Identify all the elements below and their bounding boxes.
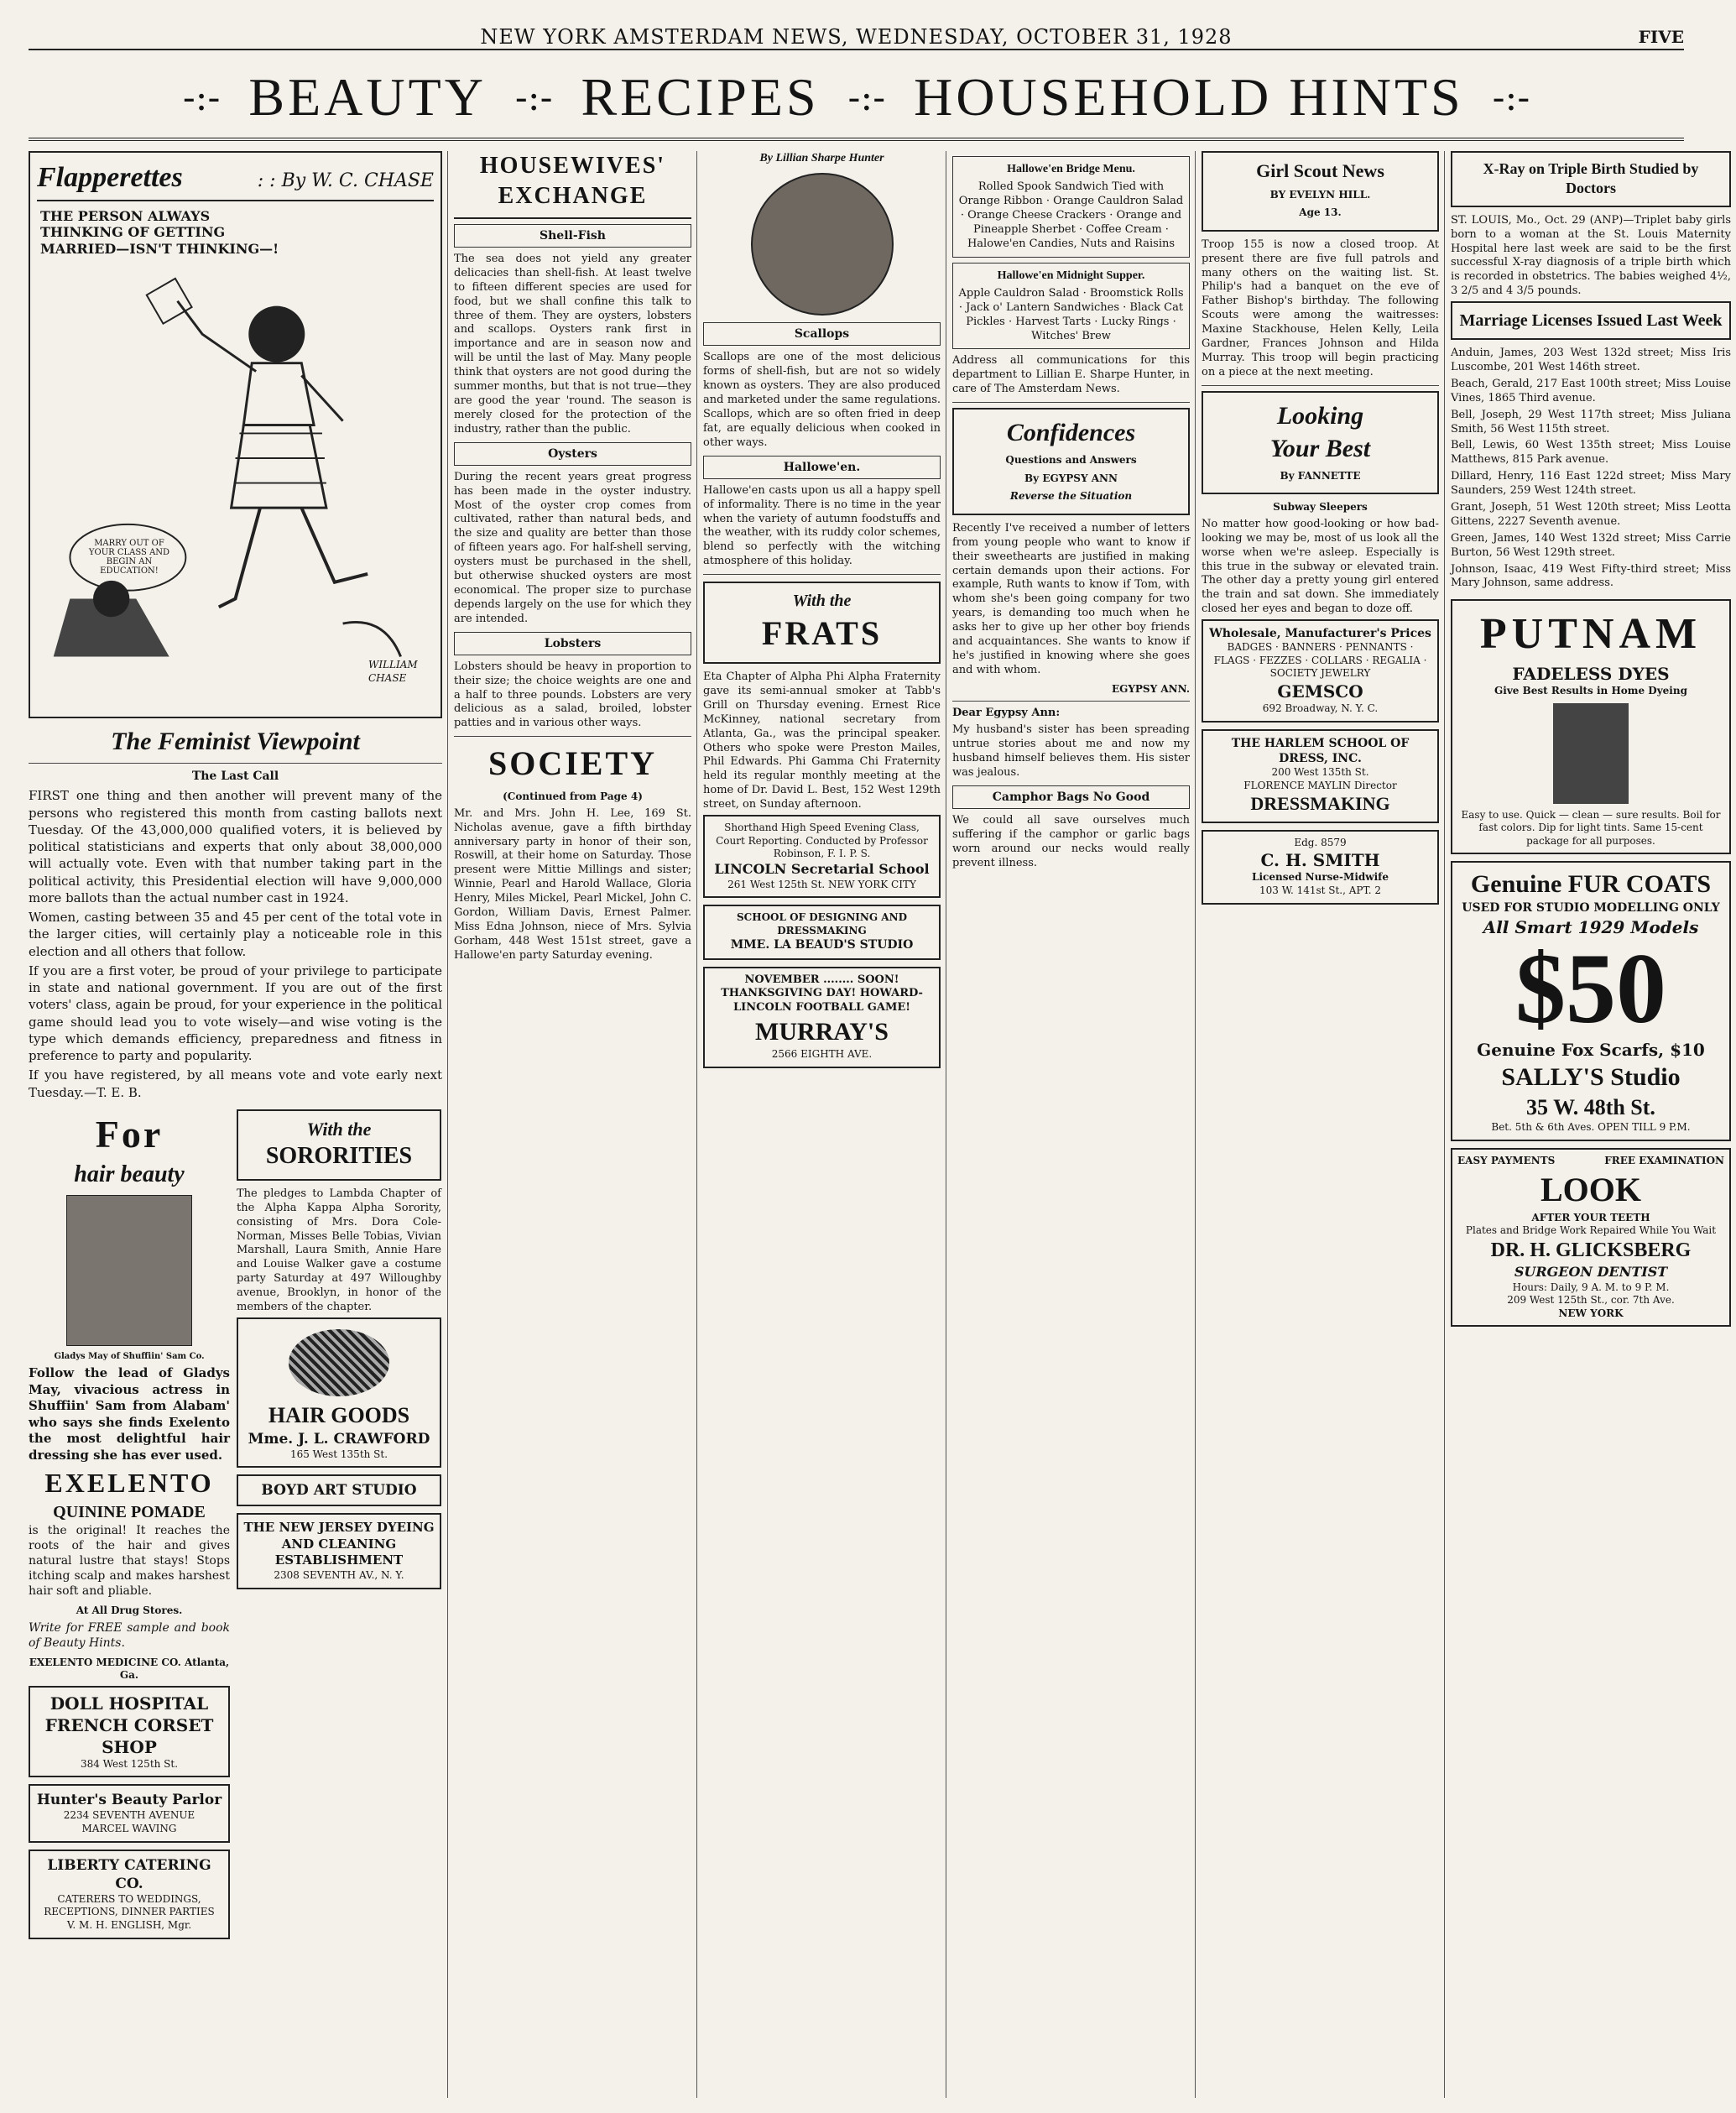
lincoln-address: 261 West 125th St. NEW YORK CITY xyxy=(727,878,916,890)
midwife-address: 103 W. 141st St., APT. 2 xyxy=(1259,884,1381,897)
oysters-text: During the recent years great progress has been made in the oyster industry. Most of the oyster crop comes from cultivated, rather than natural beds, and the size and quality are better than those of fifteen years ago. For half-shell serving, oysters must be purchased in the shell, but otherwise shucked oysters are most economical. The proper size to purchase depends largely on the use for which they are intended. xyxy=(454,470,691,625)
dentist-name: DR. H. GLICKSBERG xyxy=(1490,1239,1692,1261)
dentist-after: AFTER YOUR TEETH xyxy=(1531,1211,1650,1223)
marriage-list xyxy=(1451,347,1731,591)
confidences-byline: By EGYPSY ANN xyxy=(1024,472,1118,484)
doll-hospital-ad xyxy=(29,1686,230,1778)
fur-sub: USED FOR STUDIO MODELLING ONLY xyxy=(1462,901,1720,916)
gemsco-address: 692 Broadway, N. Y. C. xyxy=(1262,702,1379,715)
fur-title: Genuine FUR COATS xyxy=(1470,870,1712,899)
lobsters-text: Lobsters should be heavy in proportion to their size; the choice weights are one and a half to three pounds. Lobsters are very delicious as a salad, broiled, lobster patties and in various other ways. xyxy=(454,660,691,730)
feminist-paragraph: Women, casting between 35 and 45 per cent of the total vote in the larger cities, will certainly play a noticeable role in this election and all others that follow. xyxy=(29,910,442,959)
gladys-may-photo xyxy=(66,1195,192,1346)
masthead: NEW YORK AMSTERDAM NEWS, WEDNESDAY, OCTOBER 31, 1928 xyxy=(480,25,1233,49)
sallys-studio: SALLY'S Studio xyxy=(1501,1062,1681,1091)
girl-scout-age: Age 13. xyxy=(1299,206,1342,219)
marriage-entry: Dillard, Henry, 116 East 122d street; Miss Mary Saunders, 259 West 124th street. xyxy=(1451,470,1731,498)
harlem-school-address: 200 West 135th St. xyxy=(1271,766,1369,779)
marriage-entry: Bell, Lewis, 60 West 135th street; Miss Louise Matthews, 815 Park avenue. xyxy=(1451,439,1731,467)
marriage-entry: Grant, Joseph, 51 West 120th street; Miss Leotta Gittens, 2227 Seventh avenue. xyxy=(1451,501,1731,528)
harlem-school-director: FLORENCE MAYLIN Director xyxy=(1243,779,1397,791)
easy-payments: EASY PAYMENTS xyxy=(1457,1154,1556,1166)
banner-separator: -:- xyxy=(847,76,886,119)
banner-separator: -:- xyxy=(182,76,221,119)
halloween-subhead: Hallowe'en. xyxy=(703,456,941,479)
banner-household-hints: HOUSEHOLD HINTS xyxy=(914,67,1464,127)
cartoon-signature: WILLIAM CHASE xyxy=(368,659,418,684)
putnam-dyes-ad xyxy=(1451,599,1731,854)
midwife-title: Licensed Nurse-Midwife xyxy=(1252,871,1389,884)
exelento-ad xyxy=(29,1109,230,1946)
dentist-city: NEW YORK xyxy=(1558,1307,1624,1319)
shellfish-text: The sea does not yield any greater delicacies than shell-fish. At least twelve to fifteen different species are used for food, but we shall confine this talk to three of them. They are oysters, lobsters and scallops. Oysters rank first in importance and are in season now and will be until the last of May. Many people think that oysters are not good during the summer months, but that is not true—they are good the year 'round. The season is merely closed for the protection of the industry, rather than the public. xyxy=(454,252,691,436)
putnam-copy: Easy to use. Quick — clean — sure results. Boil for fast colors. Dip for light tints. Same 15-cent package for all purposes. xyxy=(1461,808,1721,847)
camphor-subhead: Camphor Bags No Good xyxy=(952,785,1190,809)
exelento-brand: EXELENTO xyxy=(44,1468,214,1499)
fur-coats-ad xyxy=(1451,861,1731,1141)
shellfish-subhead: Shell-Fish xyxy=(454,224,691,248)
putnam-sub: FADELESS DYES xyxy=(1512,663,1670,684)
fur-price: $50 xyxy=(1515,931,1666,1044)
jersey-cleaning-ad xyxy=(237,1513,441,1589)
bridge-menu-title: Hallowe'en Bridge Menu. xyxy=(1007,163,1135,175)
lobsters-subhead: Lobsters xyxy=(454,632,691,655)
running-head xyxy=(29,25,1684,50)
lincoln-title: LINCOLN Secretarial School xyxy=(714,860,930,877)
sororities-with: With the xyxy=(306,1118,372,1140)
letter-salutation: Dear Egypsy Ann: xyxy=(952,707,1061,720)
frats-heading xyxy=(703,582,941,664)
jersey-address: 2308 SEVENTH AV., N. Y. xyxy=(274,1568,404,1581)
sororities-title: SORORITIES xyxy=(265,1143,413,1170)
confidences-sub: Questions and Answers xyxy=(1005,454,1137,467)
fur-scarfs: Genuine Fox Scarfs, $10 xyxy=(1477,1039,1705,1060)
hunters-service: MARCEL WAVING xyxy=(81,1823,177,1835)
designing-ad xyxy=(703,905,941,959)
exelento-write: Write for FREE sample and book of Beauty Hints. xyxy=(29,1621,230,1651)
confidences-text: Recently I've received a number of letters from young people who want to know if their sweethearts are justified in making certain demands upon their actions. For example, Ruth wants to know if Tom, with whom she's been going company for two years, is demanding too much when he asks her to give up her other boy friends and acquaintances. She wants to know if he's justified in knowing where she goes and with whom. xyxy=(952,521,1190,676)
sororities-text: The pledges to Lambda Chapter of the Alpha Kappa Alpha Sorority, consisting of Mrs. Dora Cole-Norman, Misses Belle Tobias, Vivian Marshall, Laura Smith, Annie Hare and Louise Walker gave a costume party Saturday at 497 Willoughby avenue, Brooklyn, in honor of the members of the chapter. xyxy=(237,1187,441,1313)
liberty-title: LIBERTY CATERING CO. xyxy=(47,1856,211,1892)
midwife-name: C. H. SMITH xyxy=(1260,850,1380,871)
sallys-hours: Bet. 5th & 6th Aves. OPEN TILL 9 P.M. xyxy=(1491,1121,1691,1134)
supper-menu-title: Hallowe'en Midnight Supper. xyxy=(997,269,1145,282)
column-3 xyxy=(703,151,946,2098)
harlem-school-dressmaking: DRESSMAKING xyxy=(1250,793,1390,815)
looking-subhead: Subway Sleepers xyxy=(1273,501,1368,514)
boyd-title: BOYD ART STUDIO xyxy=(261,1482,417,1500)
feminist-paragraph: If you have registered, by all means vote and vote early next Tuesday.—T. E. B. xyxy=(29,1067,442,1100)
cartoon-panel xyxy=(37,206,434,710)
doll-hospital-title: DOLL HOSPITAL xyxy=(50,1693,209,1714)
feminist-subhead: The Last Call xyxy=(191,770,279,784)
gemsco-ad xyxy=(1202,619,1439,723)
marriage-entry: Green, James, 140 West 132d street; Miss Carrie Burton, 56 West 129th street. xyxy=(1451,531,1731,559)
letter-text: My husband's sister has been spreading untrue stories about me and now my husband himself believes them. His sister was jealous. xyxy=(952,723,1190,779)
confidences-situation: Reverse the Situation xyxy=(1009,490,1133,503)
girl-scout-text: Troop 155 is now a closed troop. At present there are five full patrols and many others on the waiting list. St. Philip's had a banquet on the eve of Father Bishop's birthday. The following Scouts were among the waitresses: Maxine Stackhouse, Helen Kelly, Leila Gardner, Frances Johnson and Hilda Murray. This troop will begin practicing on a piece at the next meeting. xyxy=(1202,237,1439,378)
scallops-text: Scallops are one of the most delicious forms of shell-fish, but are not so widely known as oysters. They are also produced and marketed under the same regulations. Scallops, which are so often fried in deep fat, are equally delicious when cooked in other ways. xyxy=(703,351,941,449)
gemsco-name: GEMSCO xyxy=(1277,681,1363,702)
exelento-body: Follow the lead of Gladys May, vivacious actress in Shuffiin' Sam from Alabam' who says she finds Exelento the most delightful hair dressing she has ever used. xyxy=(29,1365,230,1463)
society-title: SOCIETY xyxy=(487,744,658,783)
exchange-byline: By Lillian Sharpe Hunter xyxy=(759,152,884,164)
marriage-entry: Bell, Joseph, 29 West 117th street; Miss Juliana Smith, 56 West 115th street. xyxy=(1451,408,1731,436)
exchange-address: Address all communications for this department to Lillian E. Sharpe Hunter, in care of The Amsterdam News. xyxy=(952,354,1190,396)
looking-title-1: Looking xyxy=(1276,401,1364,430)
dentist-title: SURGEON DENTIST xyxy=(1514,1263,1668,1280)
supper-menu-items: Apple Cauldron Salad · Broomstick Rolls · Jack o' Lantern Sandwiches · Black Cat Pickles · Harvest Tarts · Lucky Rings · Witches' Brew xyxy=(958,286,1184,342)
photo-caption: Gladys May of Shuffiin' Sam Co. xyxy=(54,1352,205,1362)
exelento-company: EXELENTO MEDICINE CO. Atlanta, Ga. xyxy=(29,1656,230,1682)
dentist-plates: Plates and Bridge Work Repaired While You Wait xyxy=(1465,1224,1717,1237)
looking-best-heading xyxy=(1202,391,1439,495)
shorthand-text: Shorthand High Speed Evening Class, Court Reporting. Conducted by Professor Robinson, F. I. P. S. xyxy=(716,822,928,860)
exelento-product: QUININE POMADE xyxy=(53,1502,206,1521)
camphor-text: We could all save ourselves much suffering if the camphor or garlic bags worn around our necks would really prevent illness. xyxy=(952,813,1190,869)
corset-shop-address: 384 West 125th St. xyxy=(80,1757,179,1770)
lebeau-title: MME. LA BEAUD'S STUDIO xyxy=(730,938,914,952)
crawford-address: 165 West 135th St. xyxy=(289,1448,388,1460)
marriage-entry: Beach, Gerald, 217 East 100th street; Miss Louise Vines, 1865 Third avenue. xyxy=(1451,377,1731,404)
halloween-bridge-menu xyxy=(952,156,1190,258)
feminist-paragraph: If you are a first voter, be proud of your privilege to participate in state and national government. If you are out of the first voters' class, again be proud, for your experience in the political game should lead you to vote wisely—and wise voting is the type which demands efficiency, preparedness and fitness in preference to party and popularity. xyxy=(29,963,442,1064)
exelento-copy: is the original! It reaches the roots of the hair and gives natural lustre that stays! Stops itching scalp and makes harshest hair soft and pliable. xyxy=(29,1523,230,1599)
column-5 xyxy=(1202,151,1445,2098)
designing-title: SCHOOL OF DESIGNING AND DRESSMAKING xyxy=(737,911,907,937)
midwife-phone: Edg. 8579 xyxy=(1294,836,1347,848)
halloween-supper-menu xyxy=(952,263,1190,350)
housewives-exchange-title: HOUSEWIVES' EXCHANGE xyxy=(454,151,691,219)
putnam-title: PUTNAM xyxy=(1479,610,1702,659)
corset-shop-title: FRENCH CORSET SHOP xyxy=(44,1714,214,1757)
flapperettes-header xyxy=(37,159,434,201)
sororities-column xyxy=(237,1109,441,1946)
banner-beauty: BEAUTY xyxy=(248,67,487,127)
gemsco-items: BADGES · BANNERS · PENNANTS · FLAGS · FEZZES · COLLARS · REGALIA · SOCIETY JEWELRY xyxy=(1213,641,1427,680)
column-1 xyxy=(29,151,448,2098)
girl-scout-heading xyxy=(1202,151,1439,232)
murrays-ad xyxy=(703,967,941,1068)
hair-goods-title: HAIR GOODS xyxy=(268,1402,410,1427)
putnam-tag: Give Best Results in Home Dyeing xyxy=(1494,684,1687,697)
wig-illustration xyxy=(289,1329,389,1396)
banner-separator: -:- xyxy=(1492,76,1530,119)
feminist-paragraph: FIRST one thing and then another will prevent many of the persons who registered this month from casting ballots next Tuesday. Of the 43,000,000 qualified voters, it is believed by political statisticians and experts that only about 38,000,000 will actually vote. Even with that number taking part in the political activity, this Presidential election will have 9,000,000 more ballots than the actual number cast in 1924. xyxy=(29,788,442,905)
xray-title: X-Ray on Triple Birth Studied by Doctors xyxy=(1483,160,1699,197)
feminist-title: The Feminist Viewpoint xyxy=(111,728,360,756)
flapperettes-title: Flapperettes xyxy=(37,162,183,193)
col1-lower xyxy=(29,1109,442,1946)
banner-recipes: RECIPES xyxy=(581,67,820,127)
shorthand-ad xyxy=(703,815,941,898)
boyd-studio-ad xyxy=(237,1474,441,1506)
dentist-hours: Hours: Daily, 9 A. M. to 9 P. M. xyxy=(1512,1281,1670,1293)
dentist-address: 209 West 125th St., cor. 7th Ave. xyxy=(1507,1294,1675,1307)
marriage-heading xyxy=(1451,301,1731,340)
confidences-title: Confidences xyxy=(1006,419,1136,447)
oysters-subhead: Oysters xyxy=(454,442,691,466)
exelento-hair-beauty: hair beauty xyxy=(74,1161,185,1187)
column-6 xyxy=(1451,151,1736,2098)
marriage-entry: Johnson, Isaac, 419 West Fifty-third street; Miss Mary Johnson, same address. xyxy=(1451,562,1731,590)
divider xyxy=(952,701,1190,702)
divider xyxy=(29,763,442,764)
scallops-subhead: Scallops xyxy=(703,322,941,346)
feminist-viewpoint xyxy=(29,725,442,1101)
banner-separator: -:- xyxy=(514,76,553,119)
marriage-entry: Anduin, James, 203 West 132d street; Miss Iris Luscombe, 201 West 146th street. xyxy=(1451,347,1731,374)
free-examination: FREE EXAMINATION xyxy=(1604,1154,1724,1166)
exelento-for: For xyxy=(95,1112,164,1156)
society-text: Mr. and Mrs. John H. Lee, 169 St. Nicholas avenue, gave a fifth birthday anniversary party in honor of their son, Roswill, at their home on Saturday. Those present were Mittie Millings and sister; Winnie, Pearl and Harold Wallace, Gloria Henry, Miles Mickel, Pearl Mickel, John C. Gordon, William Davis, Ernest Palmer. Miss Edna Johnson, niece of Mrs. Sylvia Gorham, 448 West 151st street, gave a Hallowe'en party Saturday evening. xyxy=(454,806,691,962)
flapper-illustration xyxy=(37,206,434,710)
sallys-address: 35 W. 48th St. xyxy=(1526,1094,1655,1119)
fur-models: All Smart 1929 Models xyxy=(1483,916,1699,937)
confidences-signed: EGYPSY ANN. xyxy=(1111,682,1190,695)
crawford-name: Mme. J. L. CRAWFORD xyxy=(248,1430,430,1448)
exelento-stores: At All Drug Stores. xyxy=(76,1604,183,1616)
looking-text: No matter how good-looking or how bad-looking we may be, most of us look all the worse when we're asleep. Especially is this true in the subway or elevated train. The other day a pretty young girl entered the train and sat down. She immediately closed her eyes and began to doze off. xyxy=(1202,517,1439,616)
page-number: FIVE xyxy=(1638,27,1684,47)
frats-title: FRATS xyxy=(761,614,883,653)
looking-title-2: Your Best xyxy=(1269,434,1371,462)
murrays-address: 2566 EIGHTH AVE. xyxy=(771,1048,873,1061)
confidences-heading xyxy=(952,408,1190,515)
november-text: NOVEMBER ........ SOON! THANKSGIVING DAY! HOWARD-LINCOLN FOOTBALL GAME! xyxy=(721,973,923,1015)
divider xyxy=(1202,385,1439,386)
flapperettes-byline: : : By W. C. CHASE xyxy=(257,170,434,191)
hunters-beauty-ad xyxy=(29,1784,230,1842)
girl-scout-title: Girl Scout News xyxy=(1256,160,1384,181)
liberty-catering-ad xyxy=(29,1850,230,1939)
hunters-title: Hunter's Beauty Parlor xyxy=(36,1792,222,1809)
cartoon-speech-bubble: MARRY OUT OF YOUR CLASS AND BEGIN AN EDUCATION! xyxy=(88,539,170,577)
dentist-corners xyxy=(1457,1155,1724,1168)
society-continued: (Continued from Page 4) xyxy=(503,790,643,803)
sororities-heading xyxy=(237,1109,441,1181)
dress-illustration xyxy=(1553,703,1629,804)
column-2 xyxy=(454,151,697,2098)
dentist-ad xyxy=(1451,1148,1731,1328)
frats-with: With the xyxy=(792,592,852,611)
divider xyxy=(454,736,691,737)
bridge-menu-items: Rolled Spook Sandwich Tied with Orange Ribbon · Orange Cauldron Salad · Orange Cheese Crackers · Orange and Pineapple Sherbet · Coffee Cream · Halowe'en Candies, Nuts and Raisins xyxy=(958,180,1184,250)
midwife-ad xyxy=(1202,830,1439,905)
hunter-portrait xyxy=(751,173,894,316)
column-4 xyxy=(952,151,1196,2098)
xray-heading xyxy=(1451,151,1731,207)
flapperettes-cartoon xyxy=(29,151,442,718)
marriage-title: Marriage Licenses Issued Last Week xyxy=(1459,311,1723,331)
divider xyxy=(952,402,1190,403)
frats-text: Eta Chapter of Alpha Phi Alpha Fraternity gave its semi-annual smoker at Tabb's Grill on Thursday evening. Ernest Rice McKinney, national secretary from Atlanta, Ga., was the principal speaker. Others who spoke were Preston Mailes, Phil Edwards. Phi Gamma Chi Fraternity held its regular monthly meeting at the home of Dr. David L. Best, 152 West 129th street, on Sunday afternoon. xyxy=(703,670,941,811)
jersey-title: THE NEW JERSEY DYEING AND CLEANING ESTABLISHMENT xyxy=(243,1520,435,1568)
section-banner xyxy=(29,57,1684,141)
hair-goods-ad xyxy=(237,1317,441,1468)
divider xyxy=(703,574,941,575)
column-grid xyxy=(29,151,1731,2098)
liberty-services: CATERERS TO WEDDINGS, RECEPTIONS, DINNER PARTIES xyxy=(44,1892,215,1918)
gemsco-heading: Wholesale, Manufacturer's Prices xyxy=(1209,627,1431,641)
murrays-title: MURRAY'S xyxy=(755,1018,889,1046)
hunters-address: 2234 SEVENTH AVENUE xyxy=(63,1809,195,1822)
xray-text: ST. LOUIS, Mo., Oct. 29 (ANP)—Triplet baby girls born to a woman at the St. Louis Maternity Hospital here last week are said to be the first successful X-ray diagnosis of a triple birth which is recorded in obstetrics. The babies weighed 4½, 3 2/5 and 4 3/5 pounds. xyxy=(1451,213,1731,298)
halloween-text: Hallowe'en casts upon us all a happy spell of informality. There is no time in the year when the variety of autumn foodstuffs and the weather, with its ruddy color schemes, blend so perfectly with the witching atmosphere of this holiday. xyxy=(703,483,941,568)
harlem-school-title: THE HARLEM SCHOOL OF DRESS, INC. xyxy=(1231,736,1410,765)
liberty-manager: V. M. H. ENGLISH, Mgr. xyxy=(66,1919,192,1931)
dentist-look: LOOK xyxy=(1540,1170,1642,1208)
cartoon-caption: THE PERSON ALWAYS THINKING OF GETTING MARRIED—ISN'T THINKING—! xyxy=(40,208,279,257)
harlem-school-ad xyxy=(1202,729,1439,823)
looking-byline: By FANNETTE xyxy=(1280,469,1361,482)
girl-scout-byline: BY EVELYN HILL. xyxy=(1269,188,1371,201)
